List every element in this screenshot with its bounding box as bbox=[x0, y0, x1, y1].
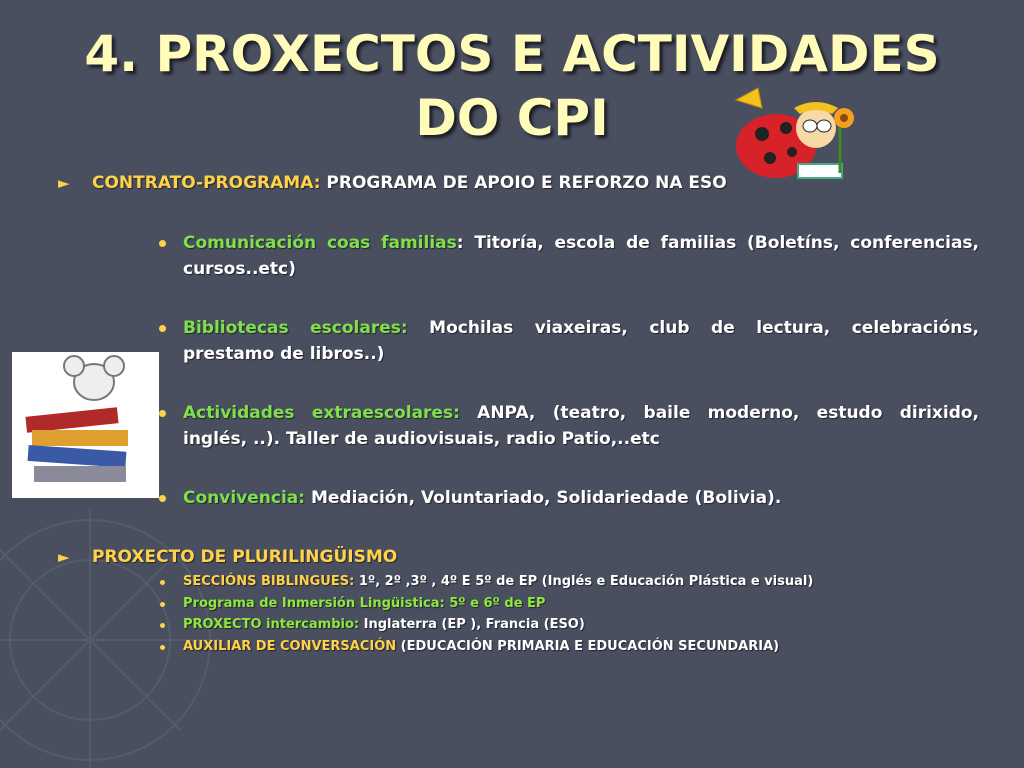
bullet-dot-icon bbox=[160, 645, 165, 650]
bullet-arrow-icon: ► bbox=[58, 174, 70, 192]
list-item: SECCIÓNS BIBLINGUES: 1º, 2º ,3º , 4º E 5º de EP (Inglés e Educación Plástica e visual) bbox=[183, 574, 814, 589]
bullet-dot-icon bbox=[160, 580, 165, 585]
title-line-1: 4. PROXECTOS E ACTIVIDADES bbox=[84, 25, 940, 83]
title-line-2: DO CPI bbox=[415, 89, 609, 147]
books-mouse-clipart bbox=[12, 352, 159, 498]
bullet-arrow-icon: ► bbox=[58, 548, 70, 566]
bullet-dot-icon bbox=[159, 325, 166, 332]
list-item: Bibliotecas escolares: Mochilas viaxeiras, club de lectura, celebracións, bbox=[183, 318, 979, 338]
list-item: Convivencia: Mediación, Voluntariado, Solidariedade (Bolivia). bbox=[183, 488, 782, 508]
bullet-dot-icon bbox=[160, 602, 165, 607]
list-item: Actividades extraescolares: ANPA, (teatro, baile moderno, estudo dirixido, bbox=[183, 403, 980, 423]
list-item-continuation: cursos..etc) bbox=[183, 259, 296, 279]
list-item-continuation: prestamo de libros..) bbox=[183, 344, 385, 364]
list-item: Comunicación coas familias: Titoría, escola de familias (Boletíns, conferencias, bbox=[183, 233, 979, 253]
list-item: PROXECTO intercambio: Inglaterra (EP ), Francia (ESO) bbox=[183, 617, 585, 632]
list-item: Programa de Inmersión Lingüistica: 5º e 6º de EP bbox=[183, 596, 546, 611]
bullet-dot-icon bbox=[159, 240, 166, 247]
bullet-dot-icon bbox=[159, 410, 166, 417]
bullet-dot-icon bbox=[159, 495, 166, 502]
section-contrato-programa: CONTRATO-PROGRAMA: PROGRAMA DE APOIO E REFORZO NA ESO bbox=[92, 173, 727, 193]
ladybug-reading-clipart bbox=[728, 78, 863, 193]
bullet-dot-icon bbox=[160, 623, 165, 628]
section-plurilinguismo: PROXECTO DE PLURILINGÜISMO bbox=[92, 547, 398, 567]
list-item-continuation: inglés, ..). Taller de audiovisuais, radio Patio,..etc bbox=[183, 429, 660, 449]
list-item: AUXILIAR DE CONVERSACIÓN (EDUCACIÓN PRIMARIA E EDUCACIÓN SECUNDARIA) bbox=[183, 639, 780, 654]
